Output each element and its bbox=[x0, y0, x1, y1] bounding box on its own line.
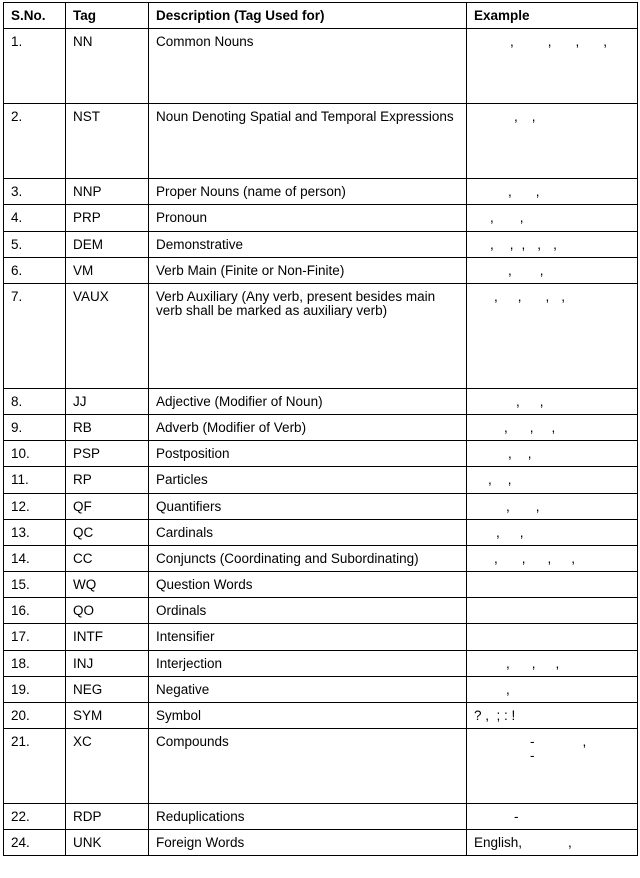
cell-sno: 7. bbox=[4, 283, 66, 388]
cell-example bbox=[467, 650, 638, 676]
cell-tag: PSP bbox=[66, 441, 149, 467]
example-punctuation: , bbox=[490, 236, 494, 252]
cell-description: Reduplications bbox=[149, 804, 467, 830]
example-punctuation: , bbox=[539, 262, 544, 278]
example-punctuation: , bbox=[506, 655, 510, 671]
example-punctuation: , bbox=[561, 288, 566, 304]
example-punctuation: , bbox=[521, 236, 526, 252]
cell-sno: 24. bbox=[4, 830, 66, 856]
example-punctuation: - bbox=[530, 748, 535, 764]
cell-example bbox=[467, 804, 638, 830]
example-symbols: ? , ; : ! bbox=[474, 707, 516, 723]
example-punctuation: , bbox=[496, 524, 500, 540]
example-line bbox=[474, 749, 630, 763]
cell-tag: PRP bbox=[66, 205, 149, 231]
cell-tag: JJ bbox=[66, 388, 149, 414]
example-punctuation: , bbox=[551, 420, 556, 436]
example-punctuation: , bbox=[510, 34, 514, 50]
example-punctuation: , bbox=[504, 420, 508, 436]
cell-sno: 1. bbox=[4, 29, 66, 104]
cell-example bbox=[467, 729, 638, 804]
table-row bbox=[4, 179, 638, 205]
table-row bbox=[4, 467, 638, 493]
cell-sno: 19. bbox=[4, 676, 66, 702]
cell-tag: WQ bbox=[66, 572, 149, 598]
cell-sno: 8. bbox=[4, 388, 66, 414]
cell-sno: 3. bbox=[4, 179, 66, 205]
example-punctuation: , bbox=[519, 524, 524, 540]
cell-sno: 4. bbox=[4, 205, 66, 231]
pos-tagset-table bbox=[3, 2, 638, 856]
table-row bbox=[4, 545, 638, 571]
cell-description: Noun Denoting Spatial and Temporal Expressions bbox=[149, 104, 467, 179]
cell-description: Proper Nouns (name of person) bbox=[149, 179, 467, 205]
cell-description: Adjective (Modifier of Noun) bbox=[149, 388, 467, 414]
cell-sno: 16. bbox=[4, 598, 66, 624]
cell-tag: QO bbox=[66, 598, 149, 624]
table-row bbox=[4, 729, 638, 804]
cell-sno: 11. bbox=[4, 467, 66, 493]
cell-sno: 6. bbox=[4, 257, 66, 283]
example-punctuation: , bbox=[527, 446, 532, 462]
example-punctuation: - bbox=[514, 809, 519, 825]
cell-example bbox=[467, 179, 638, 205]
example-punctuation: , bbox=[519, 210, 524, 226]
example-punctuation: , bbox=[531, 109, 536, 125]
cell-example bbox=[467, 205, 638, 231]
cell-sno: 18. bbox=[4, 650, 66, 676]
cell-example bbox=[467, 415, 638, 441]
example-punctuation: , bbox=[545, 288, 550, 304]
cell-tag: INJ bbox=[66, 650, 149, 676]
cell-tag: NNP bbox=[66, 179, 149, 205]
cell-description: Conjuncts (Coordinating and Subordinating) bbox=[149, 545, 467, 571]
cell-tag: SYM bbox=[66, 702, 149, 728]
cell-description: Intensifier bbox=[149, 624, 467, 650]
cell-tag: VM bbox=[66, 257, 149, 283]
cell-tag: RDP bbox=[66, 804, 149, 830]
table-body bbox=[4, 29, 638, 856]
example-punctuation: , bbox=[555, 655, 560, 671]
cell-sno: 12. bbox=[4, 493, 66, 519]
column-header-tag: Tag bbox=[66, 3, 149, 29]
example-punctuation: , bbox=[517, 288, 522, 304]
cell-tag: UNK bbox=[66, 830, 149, 856]
cell-sno: 10. bbox=[4, 441, 66, 467]
cell-tag: CC bbox=[66, 545, 149, 571]
example-punctuation: , bbox=[537, 236, 542, 252]
cell-tag: QF bbox=[66, 493, 149, 519]
cell-description: Verb Auxiliary (Any verb, present besides main verb shall be marked as auxiliary verb) bbox=[149, 283, 467, 388]
cell-tag: RB bbox=[66, 415, 149, 441]
cell-description: Cardinals bbox=[149, 519, 467, 545]
example-punctuation: , bbox=[506, 681, 510, 697]
column-header-example: Example bbox=[467, 3, 638, 29]
example-punctuation: - bbox=[530, 734, 535, 750]
cell-description: Quantifiers bbox=[149, 493, 467, 519]
cell-sno: 13. bbox=[4, 519, 66, 545]
example-punctuation: , bbox=[506, 498, 510, 514]
cell-example bbox=[467, 702, 638, 728]
cell-description: Symbol bbox=[149, 702, 467, 728]
example-punctuation: , bbox=[488, 472, 492, 488]
cell-description: Ordinals bbox=[149, 598, 467, 624]
table-row bbox=[4, 493, 638, 519]
cell-example bbox=[467, 519, 638, 545]
cell-sno: 20. bbox=[4, 702, 66, 728]
cell-sno: 21. bbox=[4, 729, 66, 804]
example-punctuation: , bbox=[603, 34, 608, 50]
table-row bbox=[4, 830, 638, 856]
example-punctuation: , bbox=[516, 393, 520, 409]
cell-tag: DEM bbox=[66, 231, 149, 257]
cell-sno: 22. bbox=[4, 804, 66, 830]
example-punctuation: , bbox=[529, 420, 534, 436]
cell-example bbox=[467, 676, 638, 702]
cell-example bbox=[467, 231, 638, 257]
example-punctuation: , bbox=[571, 550, 576, 566]
column-header-desc: Description (Tag Used for) bbox=[149, 3, 467, 29]
table-row bbox=[4, 624, 638, 650]
example-punctuation: , bbox=[508, 262, 512, 278]
table-row bbox=[4, 519, 638, 545]
cell-example bbox=[467, 572, 638, 598]
example-punctuation: , bbox=[547, 550, 552, 566]
cell-tag: NN bbox=[66, 29, 149, 104]
example-punctuation: , bbox=[508, 446, 512, 462]
cell-example bbox=[467, 830, 638, 856]
cell-description: Compounds bbox=[149, 729, 467, 804]
table-row bbox=[4, 572, 638, 598]
example-punctuation: , bbox=[539, 393, 544, 409]
cell-tag: XC bbox=[66, 729, 149, 804]
cell-sno: 14. bbox=[4, 545, 66, 571]
table-row bbox=[4, 231, 638, 257]
cell-example bbox=[467, 283, 638, 388]
cell-description: Pronoun bbox=[149, 205, 467, 231]
example-punctuation: , bbox=[535, 498, 540, 514]
example-punctuation: , bbox=[494, 288, 498, 304]
column-header-sno: S.No. bbox=[4, 3, 66, 29]
cell-description: Interjection bbox=[149, 650, 467, 676]
example-latin-text: English, bbox=[474, 835, 523, 851]
cell-sno: 2. bbox=[4, 104, 66, 179]
example-punctuation: , bbox=[507, 472, 512, 488]
cell-sno: 9. bbox=[4, 415, 66, 441]
example-punctuation: , bbox=[531, 655, 536, 671]
cell-tag: NEG bbox=[66, 676, 149, 702]
example-punctuation: , bbox=[514, 109, 518, 125]
cell-description: Foreign Words bbox=[149, 830, 467, 856]
table-row bbox=[4, 598, 638, 624]
cell-example bbox=[467, 598, 638, 624]
table-row bbox=[4, 676, 638, 702]
cell-example bbox=[467, 545, 638, 571]
cell-example bbox=[467, 388, 638, 414]
cell-example bbox=[467, 257, 638, 283]
example-punctuation: , bbox=[553, 236, 557, 252]
cell-example bbox=[467, 29, 638, 104]
example-punctuation: , bbox=[508, 184, 512, 200]
table-row bbox=[4, 257, 638, 283]
example-punctuation: , bbox=[490, 210, 494, 226]
cell-tag: VAUX bbox=[66, 283, 149, 388]
table-row bbox=[4, 104, 638, 179]
example-punctuation: , bbox=[582, 734, 587, 750]
example-punctuation: , bbox=[494, 550, 498, 566]
cell-description: Adverb (Modifier of Verb) bbox=[149, 415, 467, 441]
cell-example bbox=[467, 104, 638, 179]
cell-sno: 15. bbox=[4, 572, 66, 598]
cell-example bbox=[467, 493, 638, 519]
example-punctuation: , bbox=[521, 550, 526, 566]
cell-tag: NST bbox=[66, 104, 149, 179]
example-punctuation: , bbox=[535, 184, 540, 200]
table-row bbox=[4, 205, 638, 231]
cell-example bbox=[467, 467, 638, 493]
table-row bbox=[4, 804, 638, 830]
cell-tag: INTF bbox=[66, 624, 149, 650]
example-punctuation: , bbox=[575, 34, 580, 50]
cell-example bbox=[467, 624, 638, 650]
cell-description: Particles bbox=[149, 467, 467, 493]
example-line bbox=[474, 735, 630, 749]
cell-description: Negative bbox=[149, 676, 467, 702]
cell-description: Verb Main (Finite or Non-Finite) bbox=[149, 257, 467, 283]
table-row bbox=[4, 415, 638, 441]
example-punctuation: , bbox=[568, 835, 572, 851]
example-punctuation: , bbox=[547, 34, 552, 50]
cell-description: Common Nouns bbox=[149, 29, 467, 104]
cell-description: Postposition bbox=[149, 441, 467, 467]
cell-description: Demonstrative bbox=[149, 231, 467, 257]
cell-tag: QC bbox=[66, 519, 149, 545]
example-punctuation: , bbox=[509, 236, 514, 252]
table-row bbox=[4, 283, 638, 388]
cell-sno: 5. bbox=[4, 231, 66, 257]
table-header-row bbox=[4, 3, 638, 29]
table-row bbox=[4, 702, 638, 728]
table-row bbox=[4, 388, 638, 414]
cell-tag: RP bbox=[66, 467, 149, 493]
cell-example bbox=[467, 441, 638, 467]
table-row bbox=[4, 29, 638, 104]
cell-sno: 17. bbox=[4, 624, 66, 650]
table-row bbox=[4, 650, 638, 676]
table-row bbox=[4, 441, 638, 467]
cell-description: Question Words bbox=[149, 572, 467, 598]
